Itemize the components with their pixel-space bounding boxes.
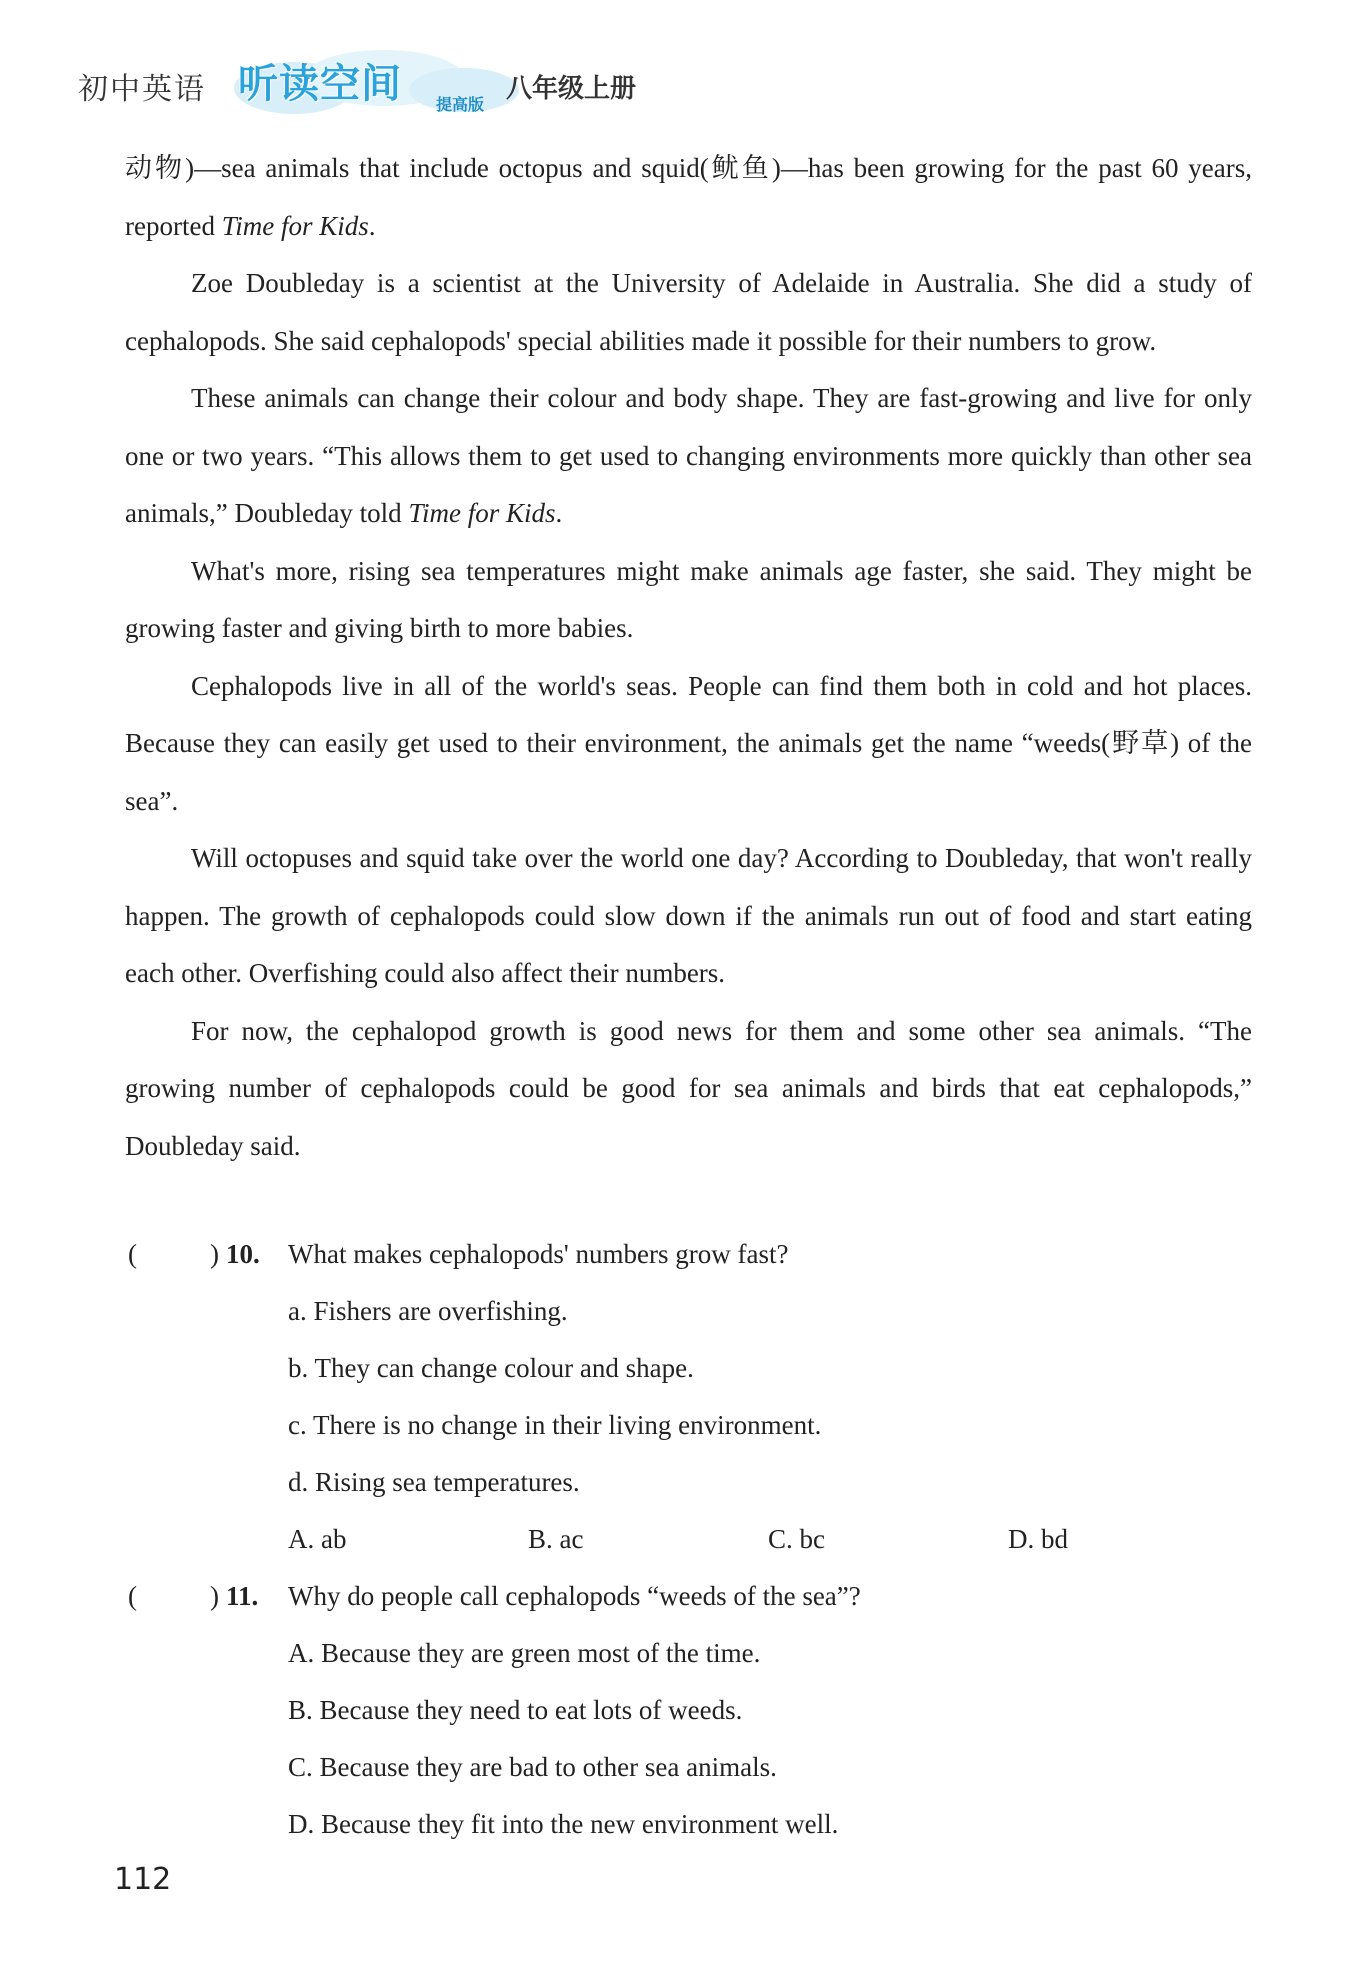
grade-label: 八年级上册 [506,74,637,104]
source-title: Time for Kids [221,210,369,241]
question-stem [128,1226,1228,1283]
page-header [74,44,694,124]
statement-item: d. Rising sea temperatures. [288,1467,580,1497]
page-number: 112 [114,1862,172,1897]
option-d[interactable]: D. Because they fit into the new environment well. [288,1809,839,1839]
statement-list [128,1283,1228,1511]
statement-item: b. They can change colour and shape. [288,1353,694,1383]
paragraph [125,370,1252,543]
statement-item: a. Fishers are overfishing. [288,1296,568,1326]
option-a[interactable]: A. Because they are green most of the time. [288,1638,761,1668]
choice-b[interactable]: B. ac [528,1524,584,1554]
paragraph-text: . [555,498,563,528]
answer-blank-close: ) [210,1239,219,1269]
answer-blank-open[interactable]: ( [128,1239,137,1269]
source-title: Time for Kids [408,498,556,528]
reading-passage [125,140,1252,1175]
paragraph: Zoe Doubleday is a scientist at the University of Adelaide in Australia. She did a study of cephalopods. She said cephalopods' special abilities made it possible for their numbers to grow. [125,268,1252,356]
answer-blank-close: ) [210,1581,219,1611]
choice-row [128,1511,1228,1568]
paragraph-text: 动物)—sea animals that include octopus and squid(鱿鱼)—has been growing for the past 60 years, reported [125,153,1252,241]
option-list [128,1625,1228,1853]
choice-a[interactable]: A. ab [288,1524,347,1554]
series-logo: 听读空间 [238,61,402,107]
question-stem [128,1568,1228,1625]
question-text: What makes cephalopods' numbers grow fast? [288,1239,789,1269]
paragraph-text: . [368,210,376,241]
question-11 [128,1568,1228,1853]
question-text: Why do people call cephalopods “weeds of the sea”? [288,1581,861,1611]
question-10 [128,1226,1228,1568]
question-number: 11. [226,1581,259,1611]
series-edition: 提高版 [436,95,485,114]
question-number: 10. [226,1239,260,1269]
option-c[interactable]: C. Because they are bad to other sea animals. [288,1752,777,1782]
paragraph: Will octopuses and squid take over the world one day? According to Doubleday, that won't really happen. The growth of cephalopods could slow down if the animals run out of food and start eating each other. Overfishing could also affect their numbers. [125,843,1252,988]
paragraph: What's more, rising sea temperatures might make animals age faster, she said. They might be growing faster and giving birth to more babies. [125,555,1252,643]
paragraph [125,140,1252,255]
choice-d[interactable]: D. bd [1008,1524,1068,1554]
paragraph-text: These animals can change their colour and body shape. They are fast-growing and live for only one or two years. “This allows them to get used to changing environments more quickly than other sea animals,” Doubleday told [125,383,1252,528]
statement-item: c. There is no change in their living environment. [288,1410,822,1440]
paragraph: For now, the cephalopod growth is good news for them and some other sea animals. “The growing number of cephalopods could be good for sea animals and birds that eat cephalopods,” Doubleday said. [125,1015,1252,1161]
answer-blank-open[interactable]: ( [128,1581,137,1611]
option-b[interactable]: B. Because they need to eat lots of weeds. [288,1695,743,1725]
paragraph: Cephalopods live in all of the world's seas. People can find them both in cold and hot places. Because they can easily get used to their environment, the animals get the name “weeds(野草) of the sea”. [125,670,1252,816]
choice-c[interactable]: C. bc [768,1524,825,1554]
book-title: 初中英语 [78,72,206,107]
